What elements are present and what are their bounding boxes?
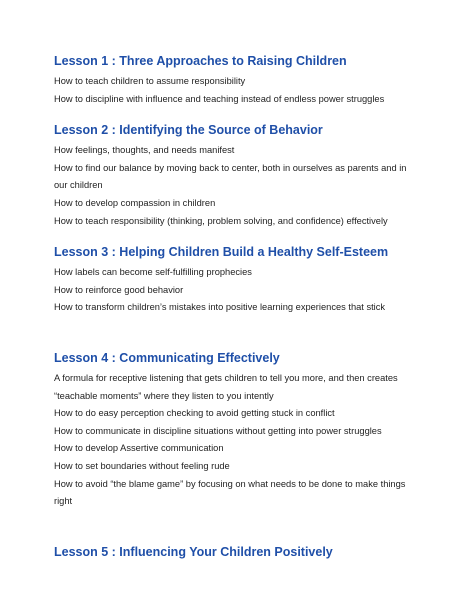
lesson-4-item-6: How to avoid “the blame game” by focusing on what needs to be done to make things right <box>54 478 406 507</box>
lesson-2-item-2: How to find our balance by moving back to center, both in ourselves as parents and in our children <box>54 162 407 191</box>
lesson-2-items <box>54 142 414 230</box>
lesson-2-item-1: How feelings, thoughts, and needs manifest <box>54 145 235 156</box>
lesson-3-title: Lesson 3 : Helping Children Build a Healthy Self-Esteem <box>54 245 389 260</box>
lesson-2 <box>54 122 414 230</box>
lesson-2-item-3: How to develop compassion in children <box>54 197 216 208</box>
lesson-1-title: Lesson 1 : Three Approaches to Raising Children <box>54 54 347 68</box>
lesson-4-title: Lesson 4 : Communicating Effectively <box>54 350 280 365</box>
lesson-4-item-4: How to develop Assertive communication <box>54 443 224 454</box>
lesson-3-item-2: How to reinforce good behavior <box>54 284 184 295</box>
lesson-4-item-2: How to do easy perception checking to avoid getting stuck in conflict <box>54 408 335 419</box>
lesson-5 <box>54 544 414 561</box>
lesson-3-items <box>54 264 414 317</box>
lesson-1-item-2: How to discipline with influence and teaching instead of endless power struggles <box>54 93 385 104</box>
document-page <box>54 53 414 575</box>
lesson-3 <box>54 244 414 317</box>
lesson-1-item-1: How to teach children to assume responsibility <box>54 76 246 86</box>
lesson-2-item-4: How to teach responsibility (thinking, problem solving, and confidence) effectively <box>54 215 388 226</box>
lesson-4 <box>54 350 414 511</box>
lesson-4-item-5: How to set boundaries without feeling rude <box>54 460 230 471</box>
lesson-1 <box>54 53 414 108</box>
lesson-4-items <box>54 370 414 511</box>
lesson-2-title: Lesson 2 : Identifying the Source of Behavior <box>54 123 323 138</box>
lesson-3-item-1: How labels can become self-fulfilling prophecies <box>54 267 252 278</box>
lesson-5-title: Lesson 5 : Influencing Your Children Positively <box>54 544 333 559</box>
lesson-4-item-3: How to communicate in discipline situations without getting into power struggles <box>54 425 382 436</box>
lesson-1-items <box>54 73 414 108</box>
lesson-3-item-3: How to transform children’s mistakes into positive learning experiences that stick <box>54 302 386 313</box>
lesson-4-item-1: A formula for receptive listening that gets children to tell you more, and then creates “teachable moments” where they listen to you intently <box>54 372 398 401</box>
